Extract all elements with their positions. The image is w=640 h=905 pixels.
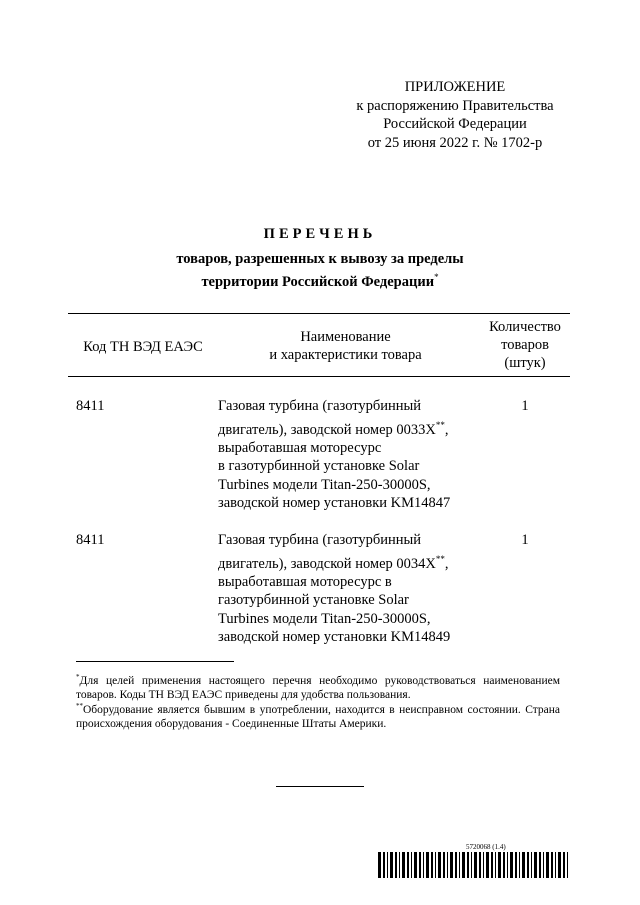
barcode-bar <box>522 852 525 878</box>
row-2-desc-line-5: Turbines модели Titan-250-30000S, <box>218 610 431 627</box>
appendix-header <box>320 78 590 152</box>
header-qty-line-3: (штук) <box>504 355 546 371</box>
barcode-icon <box>378 852 568 878</box>
barcode-bar <box>543 852 544 878</box>
row-2-quantity: 1 <box>521 532 529 548</box>
row-1-quantity: 1 <box>521 398 529 414</box>
barcode-bar <box>474 852 477 878</box>
barcode-bar <box>479 852 481 878</box>
barcode-bar <box>411 852 412 878</box>
document-code: 5720068 (1.4) <box>466 843 506 851</box>
barcode-bar <box>527 852 529 878</box>
header-qty-line-1: Количество <box>489 319 561 335</box>
footnote-2-text: Оборудование является бывшим в употреблении, находится в неисправном состоянии. Страна происхождения оборудования - Соединенные Штаты Америки. <box>76 703 560 730</box>
footnote-separator <box>76 661 234 662</box>
document-title: ПЕРЕЧЕНЬ <box>263 226 377 242</box>
barcode-bar <box>503 852 505 878</box>
row-1-description <box>218 397 478 513</box>
barcode-bar <box>378 852 381 878</box>
barcode-bar <box>459 852 460 878</box>
header-name <box>218 328 473 364</box>
footnote-1-text: Для целей применения настоящего перечня необходимо руководствоваться наименованием товаров. Коды ТН ВЭД ЕАЭС приведены для удобства пользования. <box>76 674 560 701</box>
barcode-bar <box>539 852 541 878</box>
row-2-footnote-mark: ** <box>435 553 445 564</box>
barcode-bar <box>399 852 400 878</box>
row-1-desc-line-1: Газовая турбина (газотурбинный <box>218 398 422 414</box>
header-name-line-1: Наименование <box>300 329 391 345</box>
document-subtitle <box>0 250 640 291</box>
barcode-bar <box>467 852 469 878</box>
barcode-bar <box>563 852 565 878</box>
barcode-bar <box>390 852 393 878</box>
footnote-2-mark: ** <box>76 702 83 710</box>
header-name-line-2: и характеристики товара <box>269 347 422 363</box>
barcode-bar <box>423 852 424 878</box>
row-2-desc-line-2-comma: , <box>444 555 449 572</box>
subtitle-line-1: товаров, разрешенных к вывозу за пределы <box>176 251 464 267</box>
barcode-bar <box>407 852 409 878</box>
barcode-bar <box>471 852 472 878</box>
footnote-2 <box>76 699 560 731</box>
header-qty-line-2: товаров <box>501 337 549 353</box>
row-1-desc-line-4: в газотурбинной установке Solar <box>218 458 420 475</box>
row-2-desc-line-3: выработавшая моторесурс в <box>218 573 392 590</box>
header-quantity <box>475 318 575 372</box>
barcode-bar <box>395 852 397 878</box>
row-2-code: 8411 <box>76 532 105 548</box>
appendix-label: ПРИЛОЖЕНИЕ <box>404 79 506 95</box>
barcode-bar <box>443 852 445 878</box>
barcode-bar <box>507 852 508 878</box>
footnote-1-mark: * <box>76 673 80 681</box>
appendix-federation-line: Российской Федерации <box>383 116 527 132</box>
barcode-bar <box>387 852 388 878</box>
appendix-order-line: к распоряжению Правительства <box>356 97 554 114</box>
barcode-bar <box>491 852 493 878</box>
row-1-desc-line-2-comma: , <box>444 421 449 438</box>
barcode-bar <box>431 852 433 878</box>
row-2-description <box>218 531 478 647</box>
barcode-bar <box>383 852 385 878</box>
row-1-desc-line-3: выработавшая моторесурс <box>218 439 382 456</box>
barcode-bar <box>483 852 484 878</box>
barcode-bar <box>435 852 436 878</box>
row-1-desc-line-2 <box>218 416 478 439</box>
barcode-bar <box>447 852 448 878</box>
barcode-bar <box>455 852 457 878</box>
barcode-bar <box>515 852 517 878</box>
barcode-bar <box>567 852 568 878</box>
header-code: Код ТН ВЭД ЕАЭС <box>83 339 203 355</box>
row-2-desc-line-2-text: двигатель), заводской номер 0034X <box>218 555 436 572</box>
barcode-bar <box>495 852 496 878</box>
barcode-bar <box>555 852 556 878</box>
barcode-bar <box>450 852 453 878</box>
barcode-bar <box>546 852 549 878</box>
row-1-footnote-mark: ** <box>435 419 445 430</box>
barcode-bar <box>419 852 421 878</box>
subtitle-line-2-text: территории Российской Федерации <box>201 273 435 290</box>
barcode-bar <box>531 852 532 878</box>
barcode-bar <box>551 852 553 878</box>
barcode-bar <box>414 852 417 878</box>
row-2-desc-line-1: Газовая турбина (газотурбинный <box>218 532 422 548</box>
barcode-bar <box>510 852 513 878</box>
end-of-document-rule <box>276 786 364 787</box>
barcode-bar <box>426 852 429 878</box>
row-1-desc-line-2-text: двигатель), заводской номер 0033X <box>218 421 436 438</box>
barcode-bar <box>558 852 561 878</box>
footnote-1 <box>76 670 560 702</box>
row-2-desc-line-6: заводской номер установки KM14849 <box>218 629 451 646</box>
row-1-desc-line-6: заводской номер установки KM14847 <box>218 495 451 512</box>
barcode-bar <box>462 852 465 878</box>
row-1-code: 8411 <box>76 398 105 414</box>
barcode-bar <box>498 852 501 878</box>
barcode-bar <box>438 852 441 878</box>
row-2-desc-line-2 <box>218 550 478 573</box>
barcode-bar <box>486 852 489 878</box>
barcode-bar <box>534 852 537 878</box>
subtitle-footnote-mark: * <box>434 272 439 282</box>
row-1-desc-line-5: Turbines модели Titan-250-30000S, <box>218 476 431 493</box>
subtitle-line-2 <box>0 268 640 291</box>
row-2-desc-line-4: газотурбинной установке Solar <box>218 592 409 609</box>
barcode-bar <box>519 852 520 878</box>
barcode-bar <box>402 852 405 878</box>
appendix-date-line: от 25 июня 2022 г. № 1702-р <box>367 134 543 151</box>
table-top-rule <box>68 313 570 314</box>
table-header-rule <box>68 376 570 377</box>
